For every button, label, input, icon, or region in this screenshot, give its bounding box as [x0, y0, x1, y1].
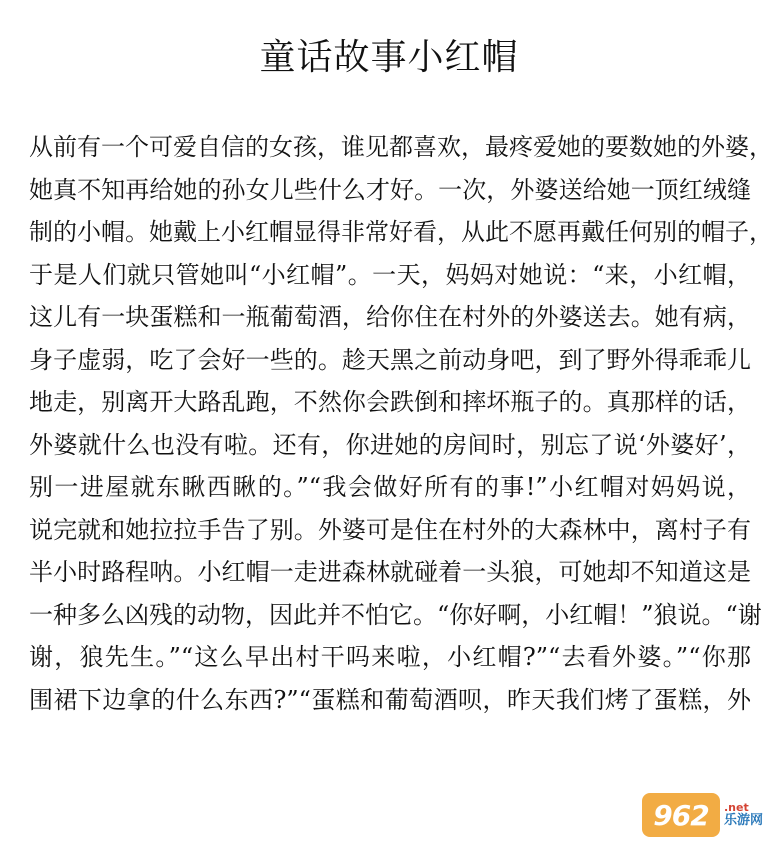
- paragraph-line: 身子虚弱，吃了会好一些的。趁天黑之前动身吧，到了野外得乖乖儿: [29, 345, 751, 374]
- paragraph-line: 地走，别离开大路乱跑，不然你会跌倒和摔坏瓶子的。真那样的话，: [29, 388, 751, 416]
- paragraph-line: 制的小帽。她戴上小红帽显得非常好看，从此不愿再戴任何别的帽子，: [29, 218, 773, 246]
- story-body: [29, 126, 773, 721]
- paragraph-line: 谢，狼先生。”“这么早出村干吗来啦，小红帽?”“去看外婆。”“你那: [29, 643, 751, 671]
- paragraph-line: 半小时路程呐。小红帽一走进森林就碰着一头狼，可她却不知道这是: [29, 558, 751, 586]
- paragraph-line: 于是人们就只管她叫“小红帽”。一天，妈妈对她说：“来，小红帽，: [29, 260, 751, 289]
- watermark-domain: .net: [724, 800, 749, 814]
- paragraph-line: 她真不知再给她的孙女儿些什么才好。一次，外婆送给她一顶红绒缝: [29, 175, 751, 204]
- paragraph-line: 说完就和她拉拉手告了别。外婆可是住在村外的大森林中，离村子有: [29, 515, 751, 544]
- watermark-text: [724, 802, 763, 828]
- paragraph-line: 围裙下边拿的什么东西?”“蛋糕和葡萄酒呗，昨天我们烤了蛋糕，外: [29, 685, 751, 714]
- site-watermark: [642, 789, 772, 841]
- paragraph-line: 这儿有一块蛋糕和一瓶葡萄酒，给你住在村外的外婆送去。她有病，: [29, 303, 751, 331]
- paragraph-line: 从前有一个可爱自信的女孩，谁见都喜欢，最疼爱她的要数她的外婆，: [29, 133, 773, 161]
- paragraph-line: 一种多么凶残的动物，因此并不怕它。“你好啊，小红帽！”狼说。“谢: [29, 600, 762, 629]
- paragraph-line: 外婆就什么也没有啦。还有，你进她的房间时，别忘了说‘外婆好’，: [29, 430, 751, 459]
- watermark-site-name: 乐游网: [724, 812, 764, 828]
- watermark-logo: 962: [642, 793, 720, 837]
- paragraph-line: 别一进屋就东瞅西瞅的。”“我会做好所有的事!”小红帽对妈妈说，: [29, 473, 751, 501]
- page-title: 童话故事小红帽: [259, 37, 519, 78]
